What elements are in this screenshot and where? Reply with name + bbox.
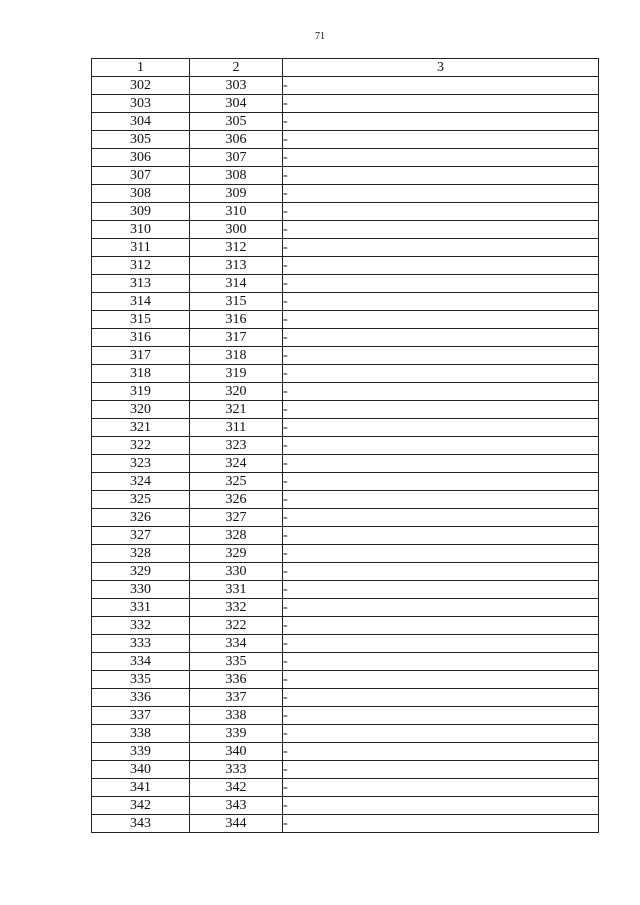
cell-col-3: -	[283, 671, 599, 689]
cell-col-3: -	[283, 437, 599, 455]
cell-col-2: 315	[190, 293, 283, 311]
cell-col-2: 320	[190, 383, 283, 401]
cell-col-3: -	[283, 239, 599, 257]
table-row	[92, 617, 599, 635]
cell-col-2: 323	[190, 437, 283, 455]
cell-col-3: -	[283, 599, 599, 617]
table-row	[92, 401, 599, 419]
cell-col-3: -	[283, 617, 599, 635]
cell-col-1: 316	[92, 329, 190, 347]
cell-col-3: -	[283, 473, 599, 491]
cell-col-1: 327	[92, 527, 190, 545]
cell-col-1: 339	[92, 743, 190, 761]
cell-col-1: 334	[92, 653, 190, 671]
cell-col-1: 315	[92, 311, 190, 329]
table-row	[92, 113, 599, 131]
cell-col-2: 321	[190, 401, 283, 419]
cell-col-3: -	[283, 707, 599, 725]
cell-col-3: -	[283, 257, 599, 275]
cell-col-3: -	[283, 635, 599, 653]
cell-col-1: 330	[92, 581, 190, 599]
cell-col-2: 314	[190, 275, 283, 293]
cell-col-2: 324	[190, 455, 283, 473]
table-row	[92, 599, 599, 617]
cell-col-2: 325	[190, 473, 283, 491]
cell-col-2: 310	[190, 203, 283, 221]
column-header-3: 3	[283, 59, 599, 77]
cell-col-3: -	[283, 563, 599, 581]
table-row	[92, 347, 599, 365]
cell-col-1: 304	[92, 113, 190, 131]
cell-col-1: 307	[92, 167, 190, 185]
cell-col-3: -	[283, 725, 599, 743]
cell-col-1: 342	[92, 797, 190, 815]
cell-col-1: 303	[92, 95, 190, 113]
table-row	[92, 563, 599, 581]
table-row	[92, 527, 599, 545]
cell-col-3: -	[283, 131, 599, 149]
cell-col-3: -	[283, 545, 599, 563]
cell-col-3: -	[283, 77, 599, 95]
cell-col-2: 342	[190, 779, 283, 797]
cell-col-3: -	[283, 149, 599, 167]
cell-col-3: -	[283, 401, 599, 419]
cell-col-1: 312	[92, 257, 190, 275]
page-number: 71	[315, 31, 325, 42]
cell-col-1: 328	[92, 545, 190, 563]
cell-col-1: 337	[92, 707, 190, 725]
cell-col-1: 329	[92, 563, 190, 581]
cell-col-1: 317	[92, 347, 190, 365]
table-row	[92, 167, 599, 185]
cell-col-3: -	[283, 311, 599, 329]
cell-col-3: -	[283, 455, 599, 473]
table-row	[92, 95, 599, 113]
table-row	[92, 707, 599, 725]
column-header-2: 2	[190, 59, 283, 77]
table-row	[92, 761, 599, 779]
cell-col-2: 338	[190, 707, 283, 725]
cell-col-1: 321	[92, 419, 190, 437]
cell-col-1: 332	[92, 617, 190, 635]
cell-col-2: 316	[190, 311, 283, 329]
cell-col-1: 310	[92, 221, 190, 239]
cell-col-3: -	[283, 743, 599, 761]
table-row	[92, 329, 599, 347]
cell-col-2: 326	[190, 491, 283, 509]
table-row	[92, 149, 599, 167]
cell-col-1: 340	[92, 761, 190, 779]
cell-col-3: -	[283, 815, 599, 833]
cell-col-2: 300	[190, 221, 283, 239]
cell-col-3: -	[283, 221, 599, 239]
cell-col-2: 306	[190, 131, 283, 149]
cell-col-3: -	[283, 293, 599, 311]
table-row	[92, 365, 599, 383]
table-row	[92, 815, 599, 833]
table-row	[92, 131, 599, 149]
cell-col-2: 327	[190, 509, 283, 527]
cell-col-1: 336	[92, 689, 190, 707]
cell-col-1: 324	[92, 473, 190, 491]
cell-col-2: 329	[190, 545, 283, 563]
cell-col-1: 319	[92, 383, 190, 401]
cell-col-2: 303	[190, 77, 283, 95]
table-row	[92, 293, 599, 311]
table-row	[92, 275, 599, 293]
cell-col-3: -	[283, 203, 599, 221]
cell-col-1: 343	[92, 815, 190, 833]
cell-col-2: 311	[190, 419, 283, 437]
table-row	[92, 653, 599, 671]
cell-col-3: -	[283, 113, 599, 131]
table-row	[92, 257, 599, 275]
cell-col-3: -	[283, 653, 599, 671]
cell-col-2: 318	[190, 347, 283, 365]
cell-col-1: 333	[92, 635, 190, 653]
cell-col-2: 334	[190, 635, 283, 653]
cell-col-3: -	[283, 419, 599, 437]
cell-col-1: 338	[92, 725, 190, 743]
cell-col-1: 320	[92, 401, 190, 419]
cell-col-2: 337	[190, 689, 283, 707]
data-table	[91, 58, 599, 833]
cell-col-2: 332	[190, 599, 283, 617]
table-row	[92, 779, 599, 797]
cell-col-2: 330	[190, 563, 283, 581]
cell-col-1: 306	[92, 149, 190, 167]
cell-col-1: 311	[92, 239, 190, 257]
table-row	[92, 491, 599, 509]
cell-col-1: 308	[92, 185, 190, 203]
header-row	[92, 59, 599, 77]
cell-col-1: 318	[92, 365, 190, 383]
table-row	[92, 77, 599, 95]
table-header	[92, 59, 599, 77]
cell-col-2: 333	[190, 761, 283, 779]
cell-col-2: 343	[190, 797, 283, 815]
cell-col-3: -	[283, 797, 599, 815]
cell-col-3: -	[283, 509, 599, 527]
cell-col-2: 322	[190, 617, 283, 635]
cell-col-3: -	[283, 329, 599, 347]
cell-col-1: 314	[92, 293, 190, 311]
table-row	[92, 581, 599, 599]
cell-col-3: -	[283, 779, 599, 797]
table-row	[92, 545, 599, 563]
table-row	[92, 419, 599, 437]
cell-col-3: -	[283, 491, 599, 509]
cell-col-3: -	[283, 167, 599, 185]
cell-col-3: -	[283, 365, 599, 383]
cell-col-3: -	[283, 689, 599, 707]
cell-col-3: -	[283, 581, 599, 599]
cell-col-1: 322	[92, 437, 190, 455]
cell-col-2: 328	[190, 527, 283, 545]
table-row	[92, 671, 599, 689]
cell-col-1: 331	[92, 599, 190, 617]
cell-col-2: 319	[190, 365, 283, 383]
cell-col-1: 335	[92, 671, 190, 689]
table-row	[92, 221, 599, 239]
column-header-1: 1	[92, 59, 190, 77]
cell-col-2: 312	[190, 239, 283, 257]
cell-col-2: 308	[190, 167, 283, 185]
cell-col-1: 323	[92, 455, 190, 473]
cell-col-3: -	[283, 761, 599, 779]
cell-col-1: 341	[92, 779, 190, 797]
table-row	[92, 203, 599, 221]
cell-col-3: -	[283, 95, 599, 113]
cell-col-2: 344	[190, 815, 283, 833]
cell-col-1: 325	[92, 491, 190, 509]
cell-col-2: 305	[190, 113, 283, 131]
table-row	[92, 455, 599, 473]
table-row	[92, 473, 599, 491]
cell-col-3: -	[283, 275, 599, 293]
cell-col-1: 302	[92, 77, 190, 95]
table-row	[92, 509, 599, 527]
cell-col-3: -	[283, 383, 599, 401]
cell-col-1: 305	[92, 131, 190, 149]
cell-col-1: 326	[92, 509, 190, 527]
cell-col-2: 307	[190, 149, 283, 167]
table-row	[92, 311, 599, 329]
cell-col-3: -	[283, 347, 599, 365]
cell-col-3: -	[283, 185, 599, 203]
table-row	[92, 689, 599, 707]
table-row	[92, 437, 599, 455]
cell-col-2: 331	[190, 581, 283, 599]
table-row	[92, 743, 599, 761]
table-row	[92, 239, 599, 257]
table-row	[92, 635, 599, 653]
table-row	[92, 797, 599, 815]
cell-col-2: 313	[190, 257, 283, 275]
table-row	[92, 725, 599, 743]
cell-col-2: 309	[190, 185, 283, 203]
table-row	[92, 185, 599, 203]
table-body	[92, 77, 599, 833]
cell-col-2: 336	[190, 671, 283, 689]
cell-col-2: 340	[190, 743, 283, 761]
cell-col-2: 317	[190, 329, 283, 347]
table-row	[92, 383, 599, 401]
cell-col-1: 309	[92, 203, 190, 221]
cell-col-2: 339	[190, 725, 283, 743]
cell-col-1: 313	[92, 275, 190, 293]
cell-col-2: 304	[190, 95, 283, 113]
cell-col-2: 335	[190, 653, 283, 671]
cell-col-3: -	[283, 527, 599, 545]
